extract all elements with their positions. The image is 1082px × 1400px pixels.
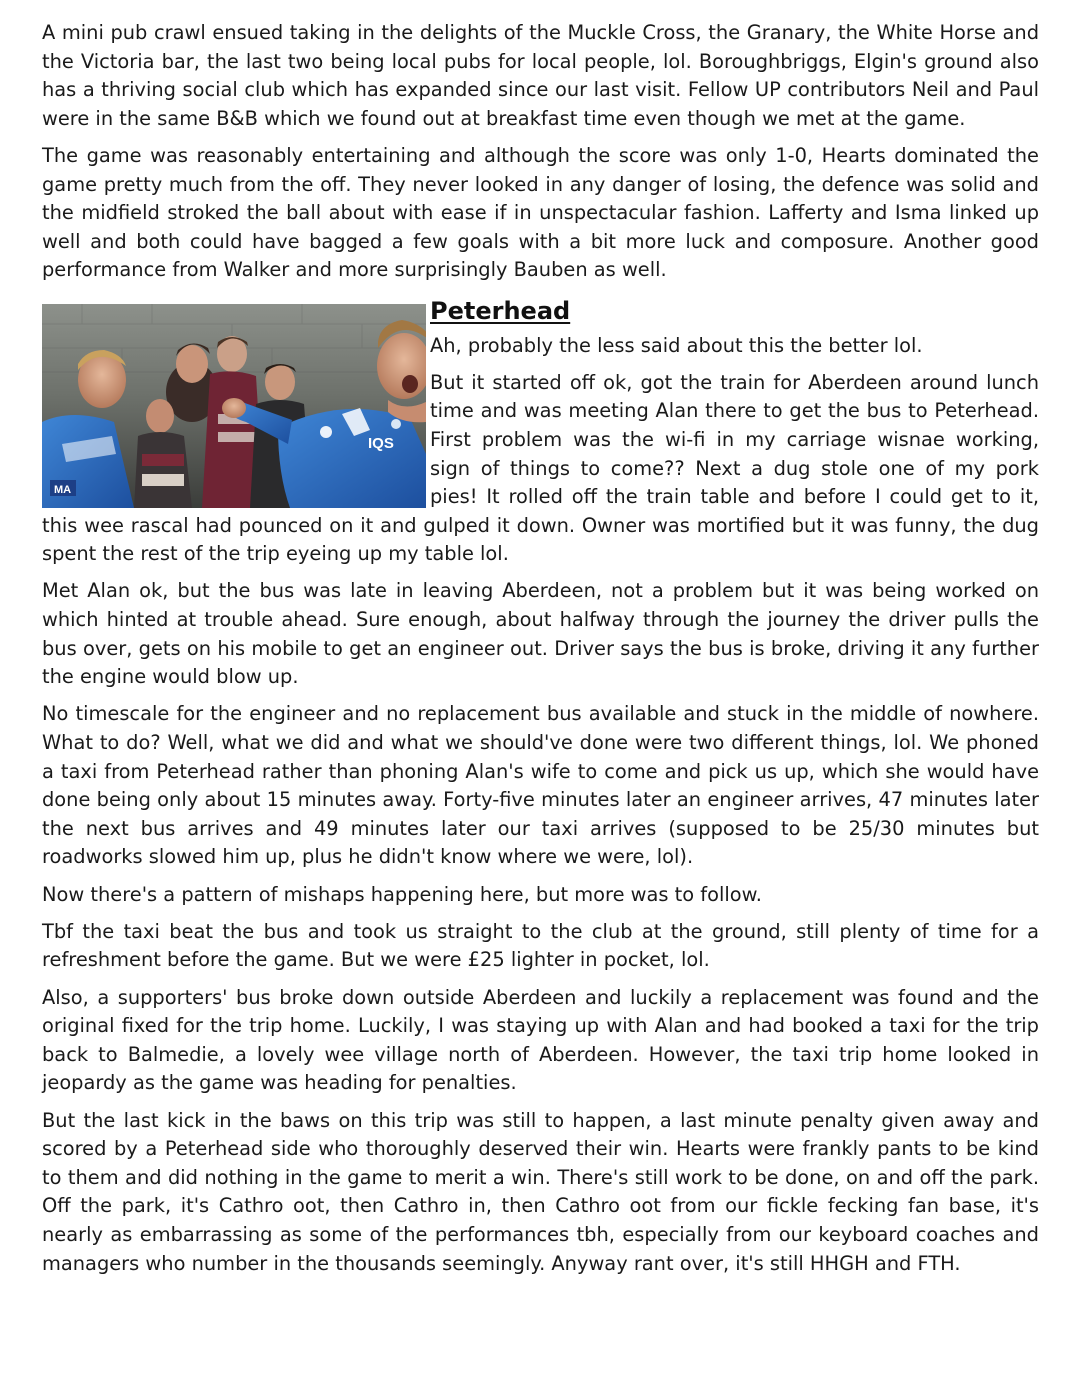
article-body	[42, 19, 1039, 1287]
paragraph: Now there's a pattern of mishaps happening here, but more was to follow.	[42, 882, 762, 906]
paragraph: But the last kick in the baws on this trip was still to happen, a last minute penalty given away and scored by a Peterhead side who thoroughly deserved their win. Hearts were frankly pants to be kind to them and did nothing in the game to merit a win. There's still work to be done, on and off the park. Off the park, it's Cathro oot, then Cathro in, then Cathro oot from our fickle fecking fan base, it's nearly as embarrassing as some of the performances tbh, especially from our keyboard coaches and managers who number in the thousands seemingly. Anyway rant over, it's still HHGH and FTH.	[42, 1108, 1039, 1275]
section-heading: Peterhead	[430, 296, 571, 325]
paragraph: Met Alan ok, but the bus was late in leaving Aberdeen, not a problem but it was being worked on which hinted at trouble ahead. Sure enough, about halfway through the journey the driver pulls the bus over, gets on his mobile to get an engineer out. Driver says the bus is broke, driving it any further the engine would blow up.	[42, 579, 1039, 689]
paragraph: The game was reasonably entertaining and although the score was only 1-0, Hearts dominated the game pretty much from the off. They never looked in any danger of losing, the defence was solid and the midfield stroked the ball about with ease if in unspectacular fashion. Lafferty and Isma linked up well and both could have bagged a few goals with a bit more luck and composure. Another good performance from Walker and more surprisingly Bauben as well.	[42, 143, 1039, 282]
kit-sponsor-text: IQS	[368, 434, 394, 452]
football-players-celebrating-photo	[42, 304, 426, 508]
paragraph: Tbf the taxi beat the bus and took us straight to the club at the ground, still plenty of time for a refreshment before the game. But we were £25 lighter in pocket, lol.	[42, 919, 1039, 972]
paragraph: But it started off ok, got the train for Aberdeen around lunch time and was meeting Alan there to get the bus to Peterhead. First problem was the wi-fi in my carriage wisnae working, sign of things to come?? Next a dug stole one of my pork pies! It rolled off the train table and before I could get to it, this wee rascal had pounced on it and gulped it down. Owner was mortified but it was funny, the dug spent the rest of the trip eyeing up my table lol.	[42, 370, 1039, 566]
paragraph: No timescale for the engineer and no replacement bus available and stuck in the middle of nowhere. What to do? Well, what we did and what we should've done were two different things, lol. We phoned a taxi from Peterhead rather than phoning Alan's wife to come and pick us up, which she would have done being only about 15 minutes away. Forty-five minutes later an engineer arrives, 47 minutes later the next bus arrives and 49 minutes later our taxi arrives (supposed to be 25/30 minutes but roadworks slowed him up, plus he didn't know where we were, lol).	[42, 702, 1039, 869]
paragraph: Ah, probably the less said about this the better lol.	[430, 333, 923, 357]
svg-text:MA: MA	[54, 483, 72, 496]
paragraph: A mini pub crawl ensued taking in the delights of the Muckle Cross, the Granary, the White Horse and the Victoria bar, the last two being local pubs for local people, lol. Boroughbriggs, Elgin's ground also has a thriving social club which has expanded since our last visit. Fellow UP contributors Neil and Paul were in the same B&B which we found out at breakfast time even though we met at the game.	[42, 21, 1039, 130]
paragraph: Also, a supporters' bus broke down outside Aberdeen and luckily a replacement was found and the original fixed for the trip home. Luckily, I was staying up with Alan and had booked a taxi for the trip back to Balmedie, a lovely wee village north of Aberdeen. However, the taxi trip home looked in jeopardy as the game was heading for penalties.	[42, 985, 1039, 1095]
